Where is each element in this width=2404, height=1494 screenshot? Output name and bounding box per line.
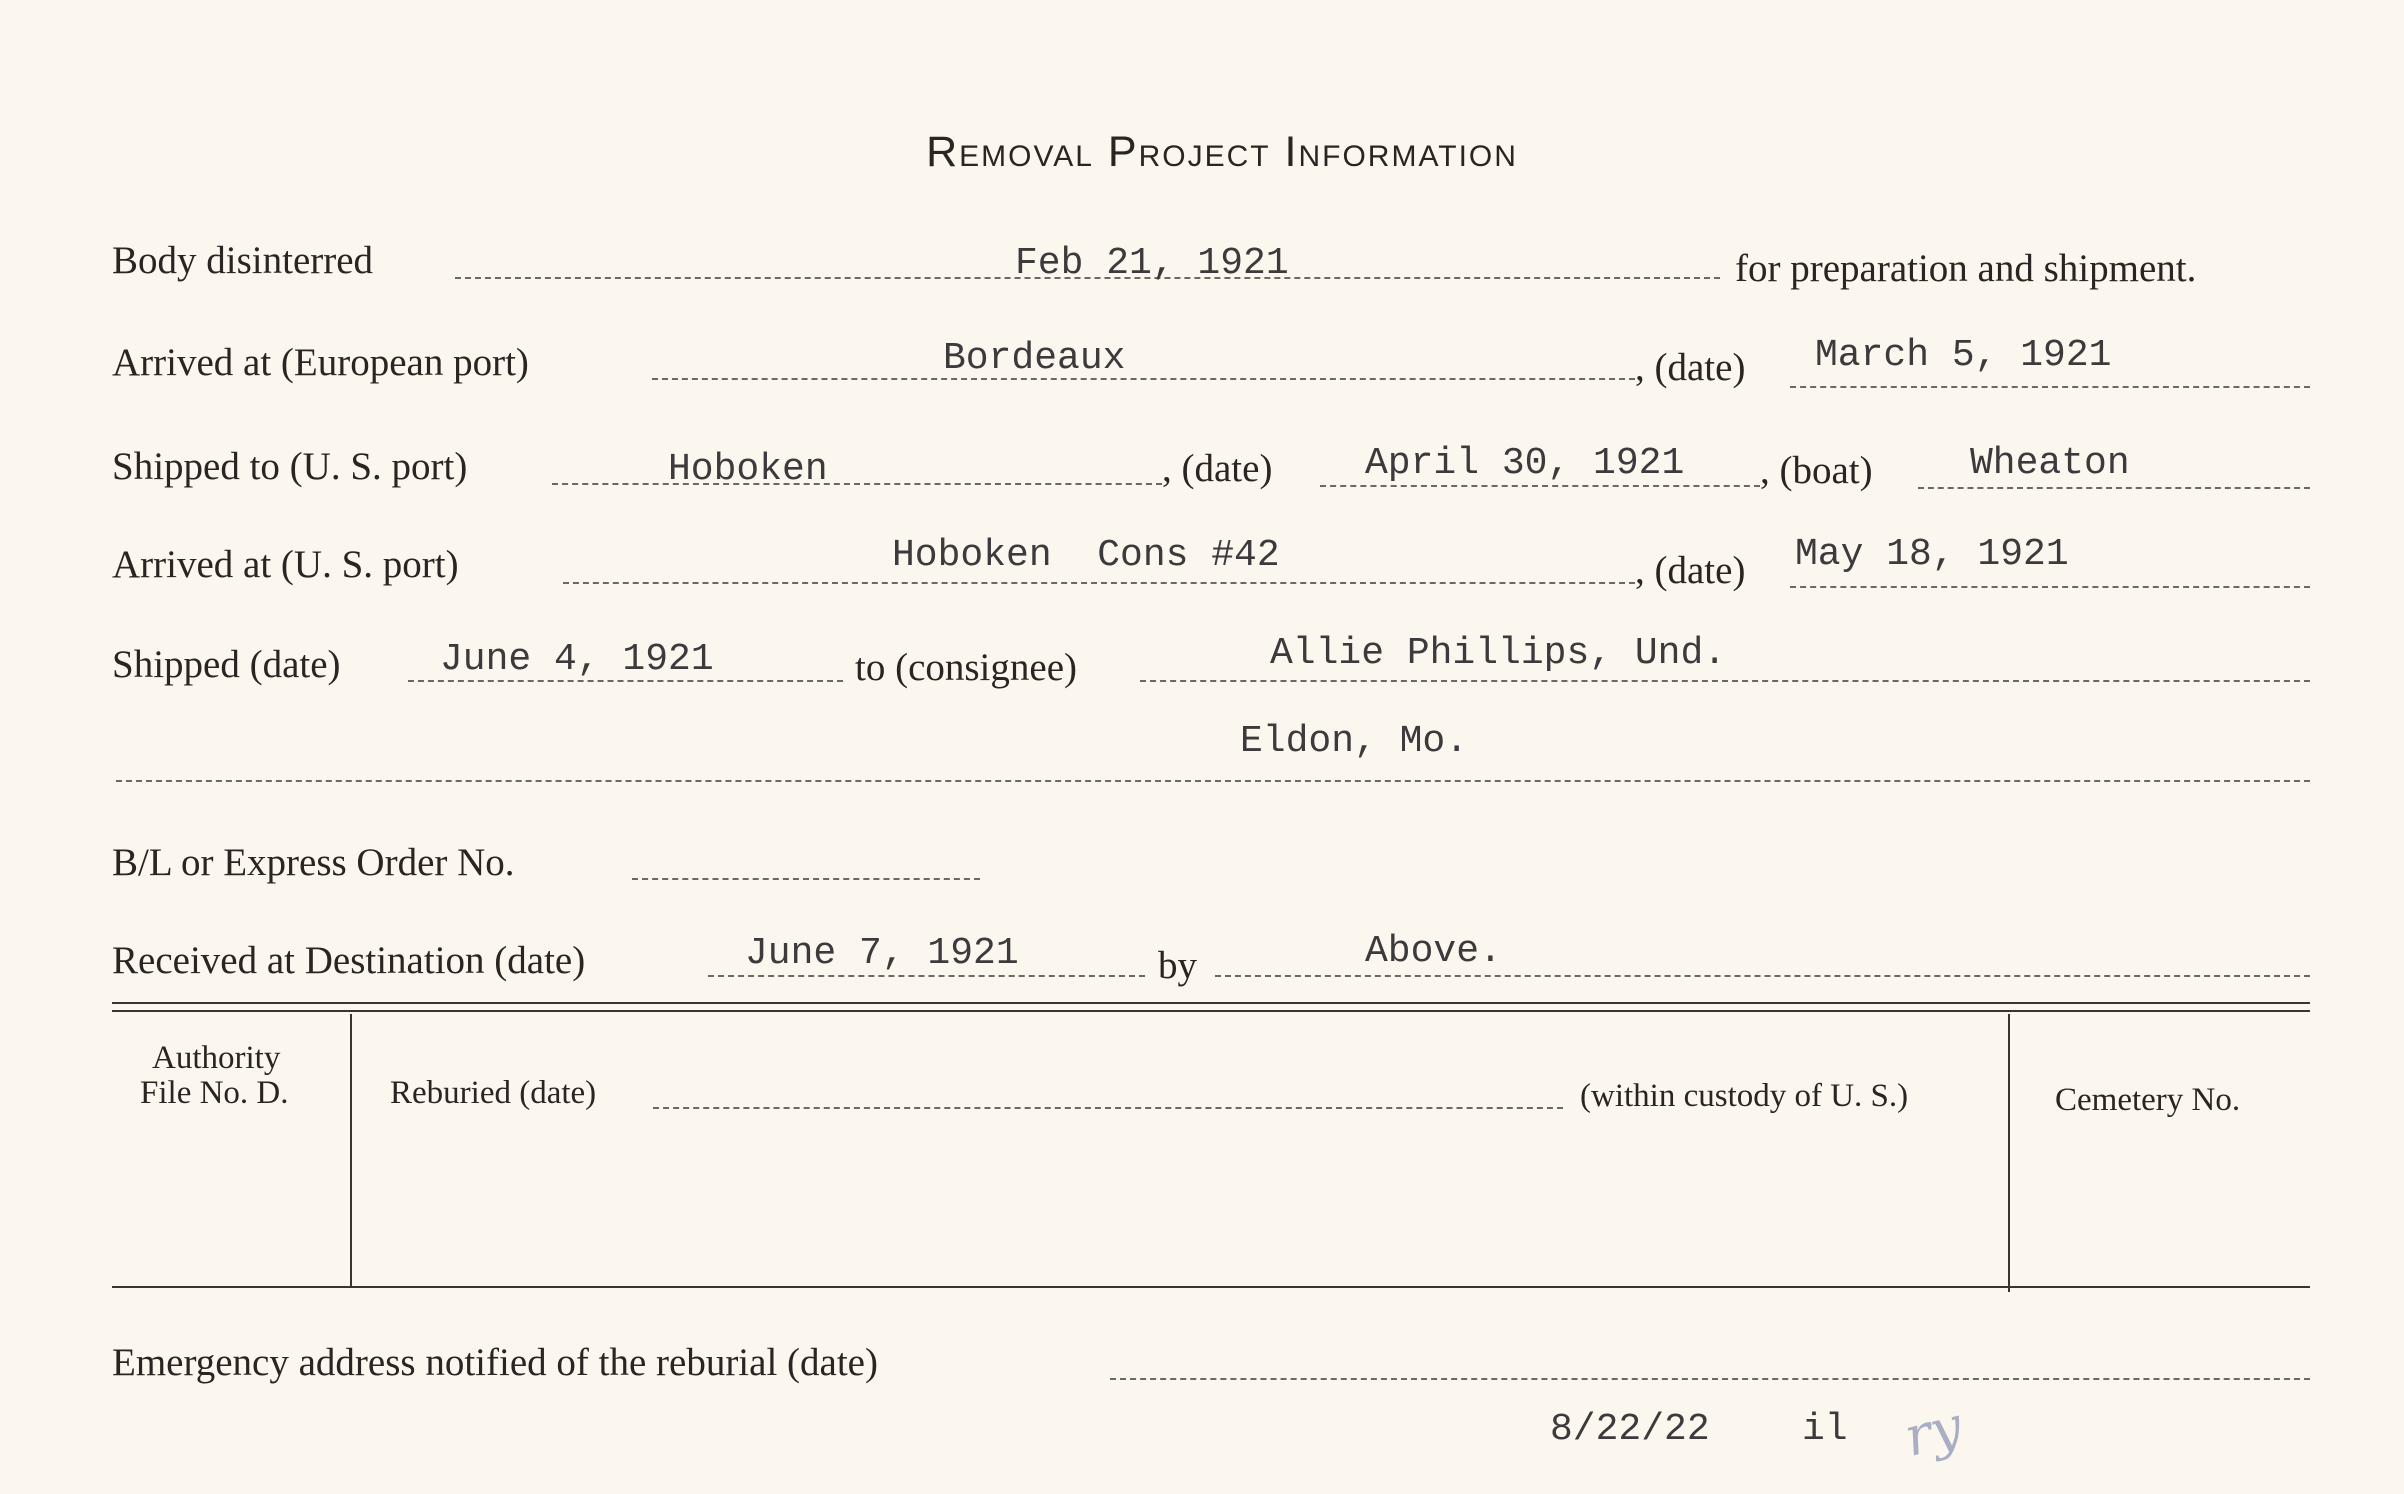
received-label: Received at Destination (date) (112, 939, 586, 982)
received-date: June 7, 1921 (745, 932, 1019, 975)
card-title: Removal Project Information (926, 128, 1518, 176)
arrived-european-date: March 5, 1921 (1815, 334, 2112, 377)
consignee-address: Eldon, Mo. (1240, 720, 1469, 763)
disinterred-label: Body disinterred (112, 239, 374, 282)
shipped-us-date-line (1320, 485, 1760, 487)
disinterred-suffix: for preparation and shipment. (1735, 247, 2197, 290)
shipped-us-port-line (552, 483, 1162, 485)
arrived-us-port: Hoboken Cons #42 (892, 534, 1280, 577)
consignee-line (1140, 680, 2310, 682)
box-divider-left (350, 1014, 352, 1286)
custody-label: (within custody of U. S.) (1580, 1078, 1909, 1114)
consignee-label: to (consignee) (855, 646, 1078, 689)
reburied-label: Reburied (date) (390, 1075, 597, 1111)
arrived-european-label: Arrived at (European port) (112, 341, 529, 384)
shipped-us-date-label: , (date) (1162, 447, 1273, 490)
file-no-label: File No. D. (140, 1075, 289, 1111)
shipped-us-label: Shipped to (U. S. port) (112, 445, 468, 488)
box-bottom-rule (112, 1286, 2310, 1288)
arrived-european-date-label: , (date) (1635, 346, 1746, 389)
shipped-us-date: April 30, 1921 (1365, 442, 1685, 485)
shipped-us-port: Hoboken (668, 448, 828, 491)
disinterred-date: Feb 21, 1921 (1015, 242, 1289, 285)
shipped-date: June 4, 1921 (440, 638, 714, 681)
reburied-line (653, 1107, 1563, 1109)
footer-date: 8/22/22 (1550, 1408, 1710, 1451)
arrived-us-date-line (1790, 586, 2310, 588)
box-divider-right (2008, 1014, 2010, 1292)
arrived-us-line (563, 582, 1635, 584)
shipped-us-boat: Wheaton (1970, 442, 2130, 485)
shipped-label: Shipped (date) (112, 643, 341, 686)
double-rule-top (112, 1002, 2310, 1004)
consignee-name: Allie Phillips, Und. (1270, 632, 1727, 675)
arrived-european-port: Bordeaux (943, 337, 1126, 380)
arrived-european-date-line (1790, 386, 2310, 388)
received-by-label: by (1158, 944, 1197, 987)
double-rule-bottom (112, 1010, 2310, 1012)
cemetery-label: Cemetery No. (2055, 1082, 2241, 1118)
shipped-us-boat-line (1918, 487, 2310, 489)
emergency-line (1110, 1378, 2310, 1380)
arrived-us-date: May 18, 1921 (1795, 533, 2069, 576)
bl-label: B/L or Express Order No. (112, 841, 515, 884)
received-by-line (1215, 975, 2310, 977)
arrived-european-line (652, 378, 1635, 380)
bl-line (632, 878, 980, 880)
authority-label: Authority (152, 1040, 281, 1076)
emergency-label: Emergency address notified of the reburial (date) (112, 1341, 878, 1384)
arrived-us-date-label: , (date) (1635, 549, 1746, 592)
consignee-address-line (116, 780, 2310, 782)
shipped-us-boat-label: , (boat) (1760, 449, 1873, 492)
footer-handwritten-initials: ry (1898, 1394, 1969, 1469)
footer-code: il (1802, 1408, 1848, 1451)
received-by: Above. (1365, 930, 1502, 973)
received-date-line (708, 975, 1145, 977)
arrived-us-label: Arrived at (U. S. port) (112, 543, 459, 586)
